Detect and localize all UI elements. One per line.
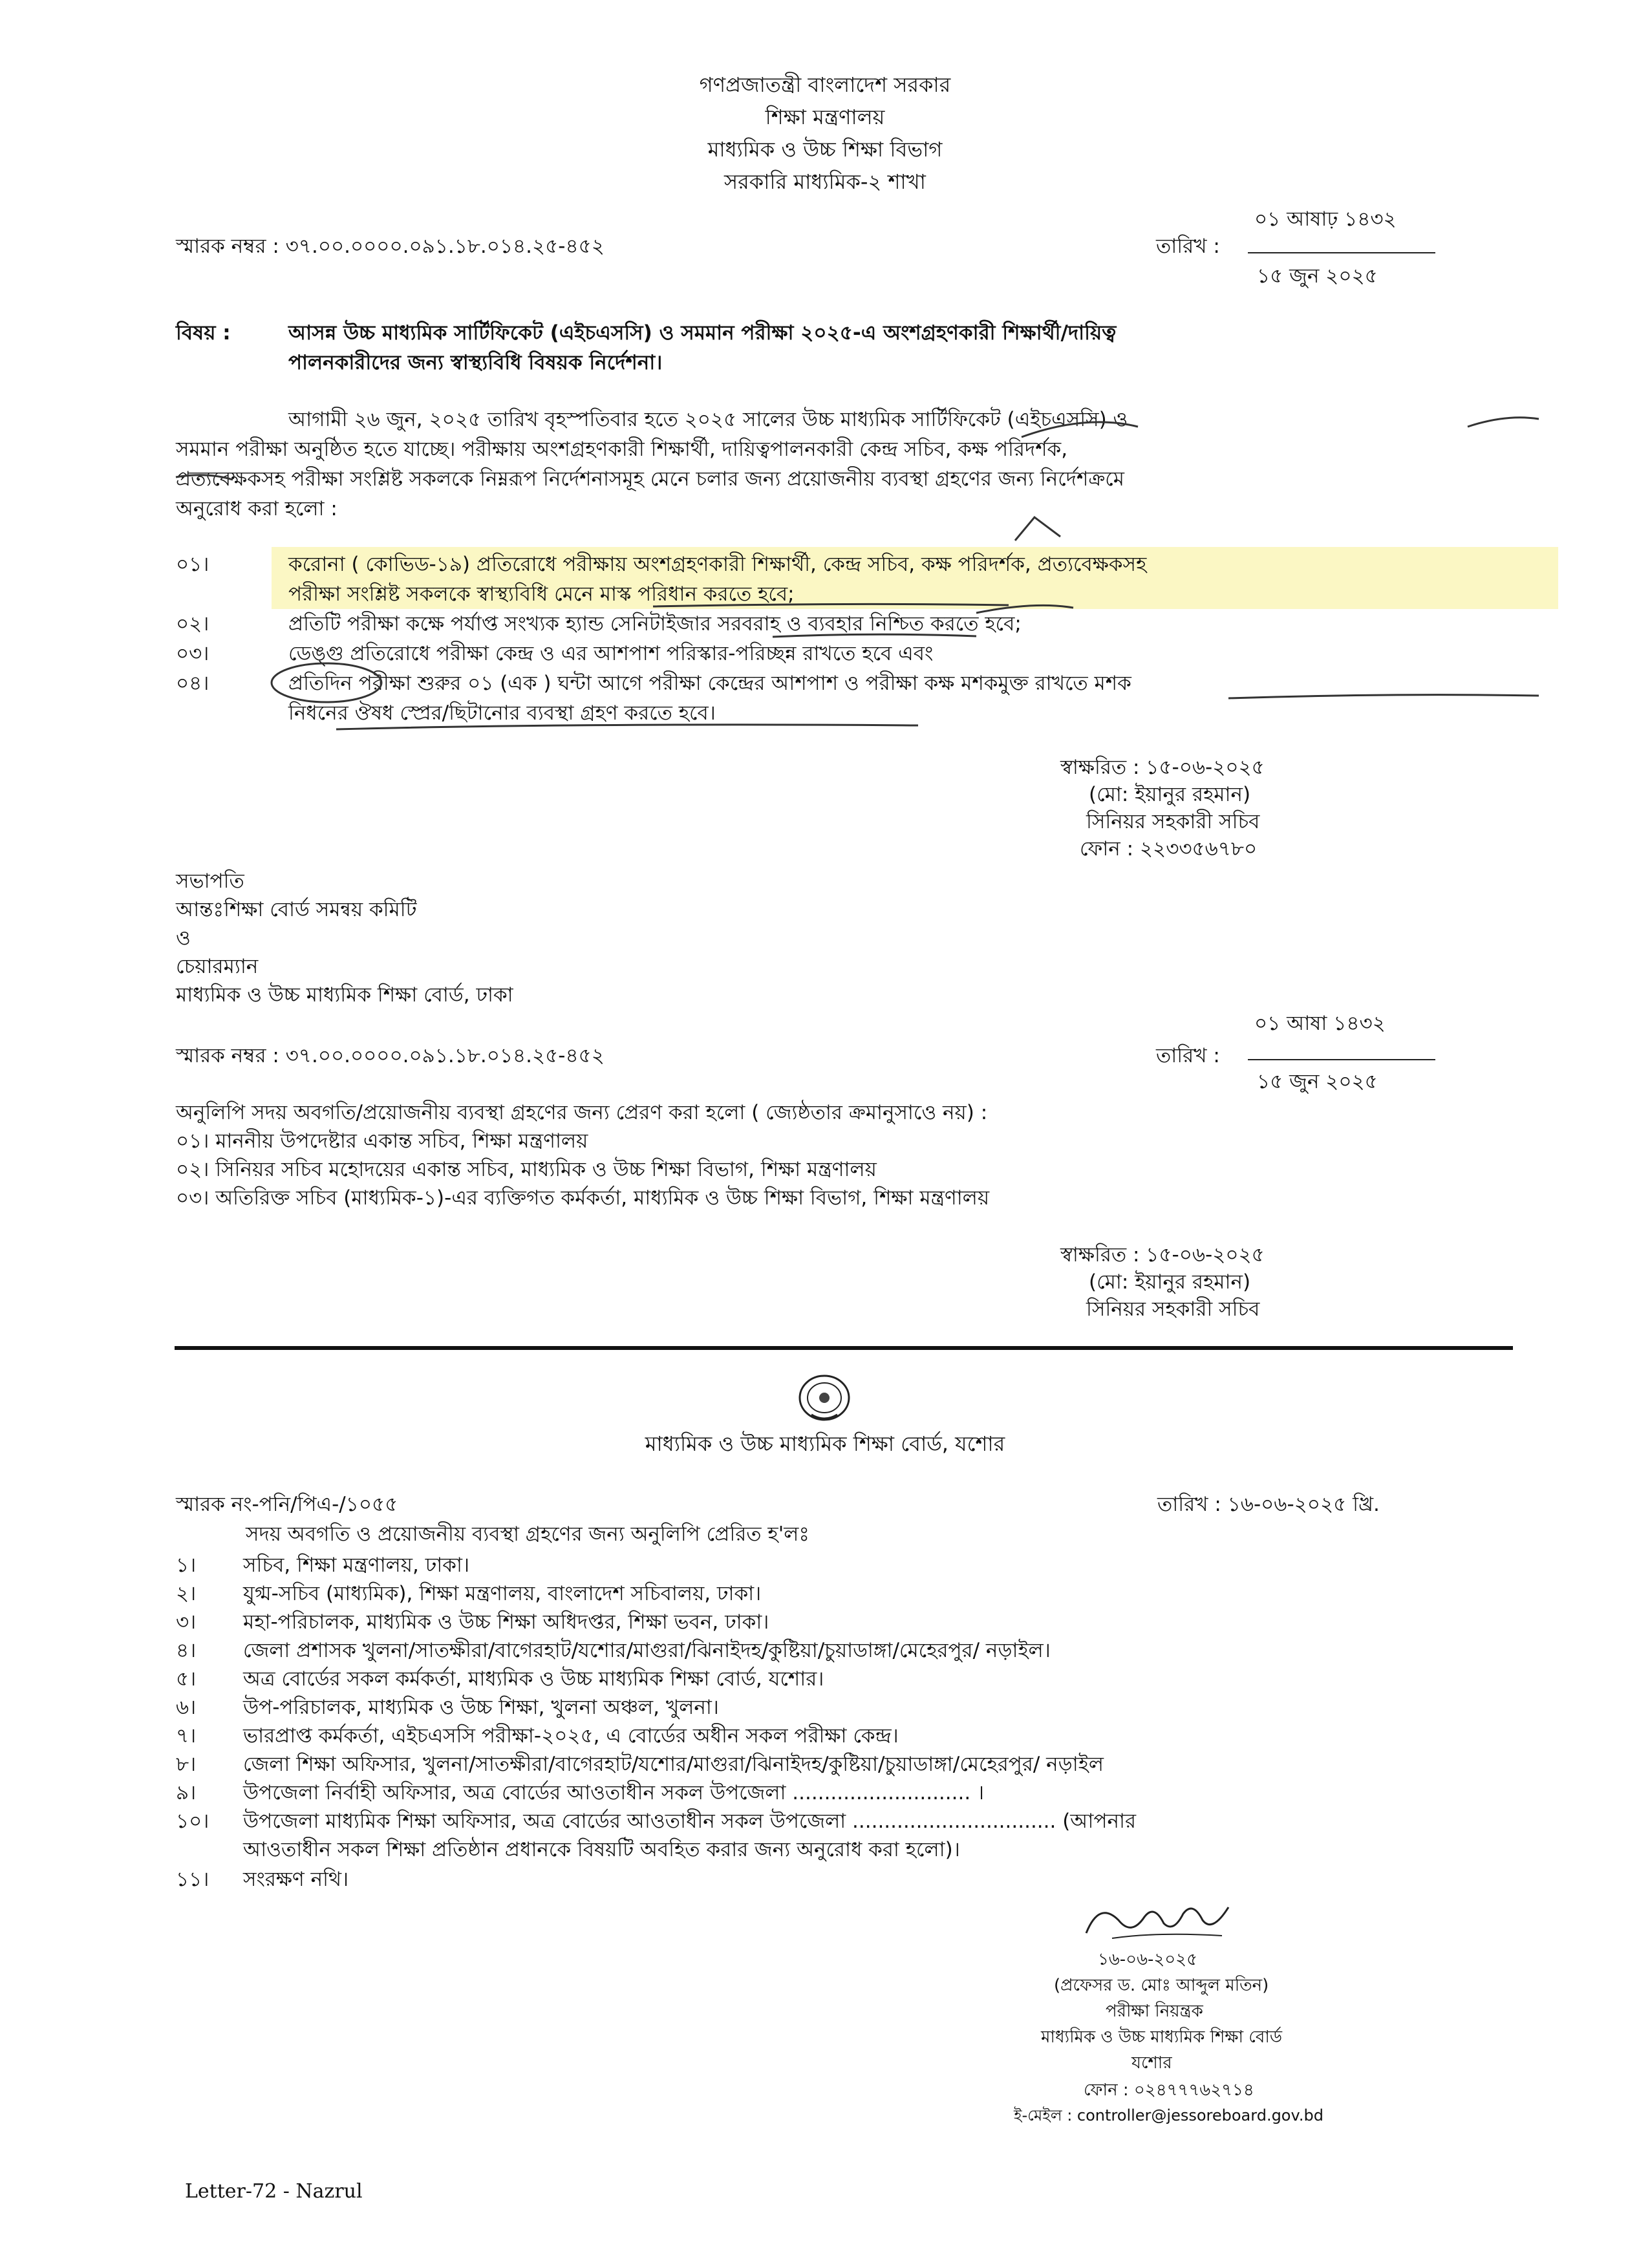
- date-label: তারিখ :: [1156, 1044, 1220, 1067]
- list-item: জেলা প্রশাসক খুলনা/সাতক্ষীরা/বাগেরহাট/যশোর/মাগুরা/ঝিনাইদহ/কুষ্টিয়া/চুয়াডাঙ্গা/মেহেরপুর/ নড়াইল।: [243, 1639, 1051, 1662]
- list-number: ৭।: [176, 1724, 197, 1748]
- section-divider: [175, 1346, 1513, 1350]
- signed-date: স্বাক্ষরিত : ১৫-০৬-২০২৫: [1060, 756, 1265, 779]
- list-item: উপজেলা নির্বাহী অফিসার, অত্র বোর্ডের আওতাধীন সকল উপজেলা ............................ ।: [243, 1781, 985, 1804]
- body-line-1: আগামী ২৬ জুন, ২০২৫ তারিখ বৃহস্পতিবার হতে ২০২৫ সালের উচ্চ মাধ্যমিক সার্টিফিকেট (এইচএসসি) ও: [288, 408, 1128, 431]
- signature-date: ১৬-০৬-২০২৫: [1098, 1950, 1197, 1969]
- signatory-phone: ফোন : ২২৩৩৫৬৭৮০: [1080, 837, 1258, 861]
- list-number: ১।: [176, 1554, 197, 1577]
- list-item: জেলা শিক্ষা অফিসার, খুলনা/সাতক্ষীরা/বাগেরহাট/যশোর/মাগুরা/ঝিনাইদহ/কুষ্টিয়া/চুয়াডাঙ্গা/মেহেরপুর/ নড়াইল: [243, 1753, 1104, 1776]
- section-title: সরকারি মাধ্যমিক-২ শাখা: [724, 169, 926, 194]
- instruction-text: ডেঙ্গু প্রতিরোধে পরীক্ষা কেন্দ্র ও এর আশপাশ পরিস্কার-পরিচ্ছন্ন রাখতে হবে এবং: [288, 642, 934, 665]
- body-line-3: প্রত্যবেক্ষকসহ পরীক্ষা সংশ্লিষ্ট সকলকে নিম্নরূপ নির্দেশনাসমূহ মেনে চলার জন্য প্রয়োজনীয় ব্যবস্থা গ্রহণের জন্য নির্দেশক্রমে: [176, 467, 1124, 491]
- signatory-name: (মো: ইয়ানুর রহমান): [1089, 1270, 1251, 1294]
- list-item: উপজেলা মাধ্যমিক শিক্ষা অফিসার, অত্র বোর্ডের আওতাধীন সকল উপজেলা ................................ (আপনার: [243, 1810, 1137, 1833]
- instruction-number: ০১।: [176, 553, 209, 576]
- subject-line-1: আসন্ন উচ্চ মাধ্যমিক সার্টিফিকেট (এইচএসসি) ও সমমান পরীক্ষা ২০২৫-এ অংশগ্রহণকারী শিক্ষার্থী/দায়িত্ব: [288, 321, 1117, 345]
- controller-designation: পরীক্ষা নিয়ন্ত্রক: [1106, 2002, 1203, 2021]
- recipient-line: মাধ্যমিক ও উচ্চ মাধ্যমিক শিক্ষা বোর্ড, ঢাকা: [176, 983, 513, 1007]
- board-date: তারিখ : ১৬-০৬-২০২৫ খ্রি.: [1157, 1493, 1380, 1516]
- instruction-text: করোনা ( কোভিড-১৯) প্রতিরোধে পরীক্ষায় অংশগ্রহণকারী শিক্ষার্থী, কেন্দ্র সচিব, কক্ষ পরিদর্শক, প্রত্যবেক্ষকসহ: [288, 553, 1147, 576]
- list-number: ৪।: [176, 1639, 197, 1662]
- board-seal-icon: [795, 1371, 853, 1422]
- date-divider: [1248, 1059, 1435, 1060]
- list-number: ২।: [176, 1582, 197, 1605]
- copy-item: ০১। মাননীয় উপদেষ্টার একান্ত সচিব, শিক্ষা মন্ত্রণালয়: [176, 1129, 588, 1153]
- copy-intro: অনুলিপি সদয় অবগতি/প্রয়োজনীয় ব্যবস্থা গ্রহণের জন্য প্রেরণ করা হলো ( জ্যেষ্ঠতার ক্রমানুসাওে নয়) :: [176, 1101, 988, 1124]
- instruction-text: প্রতিদিন পরীক্ষা শুরুর ০১ (এক ) ঘন্টা আগে পরীক্ষা কেন্দ্রের আশপাশ ও পরীক্ষা কক্ষ মশকমুক্ত রাখতে মশক: [288, 672, 1131, 695]
- list-number: ১০।: [176, 1810, 209, 1833]
- pen-annotations: [0, 0, 1650, 776]
- date-bangla: ০১ আষাঢ় ১৪৩২: [1254, 208, 1397, 231]
- list-item: ভারপ্রাপ্ত কর্মকর্তা, এইচএসসি পরীক্ষা-২০২৫, এ বোর্ডের অধীন সকল পরীক্ষা কেন্দ্র।: [243, 1724, 899, 1748]
- recipient-line: আন্তঃশিক্ষা বোর্ড সমন্বয় কমিটি: [176, 898, 417, 921]
- list-number: ৩।: [176, 1610, 197, 1634]
- list-item: যুগ্ম-সচিব (মাধ্যমিক), শিক্ষা মন্ত্রণালয়, বাংলাদেশ সচিবালয়, ঢাকা।: [243, 1582, 762, 1605]
- instruction-text: প্রতিটি পরীক্ষা কক্ষে পর্যাপ্ত সংখ্যক হ্যান্ড সেনিটাইজার সরবরাহ ও ব্যবহার নিশ্চিত করতে হবে;: [288, 612, 1022, 636]
- list-number: ৬।: [176, 1696, 197, 1719]
- controller-name: (প্রফেসর ড. মোঃ আব্দুল মতিন): [1054, 1976, 1269, 1995]
- copy-item: ০৩। অতিরিক্ত সচিব (মাধ্যমিক-১)-এর ব্যক্তিগত কর্মকর্তা, মাধ্যমিক ও উচ্চ শিক্ষা বিভাগ, শিক্ষা মন্ত্রণালয়: [176, 1186, 990, 1210]
- body-line-2: সমমান পরীক্ষা অনুষ্ঠিত হতে যাচ্ছে। পরীক্ষায় অংশগ্রহণকারী শিক্ষার্থী, দায়িত্বপালনকারী কেন্দ্র সচিব, কক্ষ পরিদর্শক,: [176, 438, 1068, 461]
- body-line-4: অনুরোধ করা হলো :: [176, 497, 338, 520]
- list-number: ৮।: [176, 1753, 197, 1776]
- controller-email: ই-মেইল : controller@jessoreboard.gov.bd: [1014, 2106, 1323, 2124]
- subject-line-2: পালনকারীদের জন্য স্বাস্থ্যবিধি বিষয়ক নির্দেশনা।: [288, 351, 663, 374]
- board-reference: স্মারক নং-পনি/পিএ-/১০৫৫: [176, 1493, 398, 1516]
- list-item: মহা-পরিচালক, মাধ্যমিক ও উচ্চ শিক্ষা অধিদপ্তর, শিক্ষা ভবন, ঢাকা।: [243, 1610, 769, 1634]
- memo-reference: স্মারক নম্বর : ৩৭.০০.০০০০.০৯১.১৮.০১৪.২৫-৪৫২: [176, 235, 605, 258]
- list-item: সংরক্ষণ নথি।: [243, 1868, 349, 1891]
- copy-item: ০২। সিনিয়র সচিব মহোদয়ের একান্ত সচিব, মাধ্যমিক ও উচ্চ শিক্ষা বিভাগ, শিক্ষা মন্ত্রণালয়: [176, 1158, 877, 1181]
- instruction-number: ০৩।: [176, 642, 209, 665]
- footer-note: Letter-72 - Nazrul: [185, 2180, 363, 2203]
- controller-board: মাধ্যমিক ও উচ্চ মাধ্যমিক শিক্ষা বোর্ড: [1041, 2027, 1283, 2047]
- date-english: ১৫ জুন ২০২৫: [1257, 264, 1378, 288]
- instruction-text: নিধনের ঔষধ স্প্রের/ছিটানোর ব্যবস্থা গ্রহণ করতে হবে।: [288, 701, 716, 725]
- handwritten-signature: [1073, 1888, 1241, 1946]
- recipient-line: চেয়ারম্যান: [176, 955, 259, 978]
- signatory-designation: সিনিয়র সহকারী সচিব: [1086, 1298, 1260, 1321]
- subject-label: বিষয় :: [176, 321, 231, 345]
- controller-phone: ফোন : ০২৪৭৭৭৬২৭১৪: [1084, 2081, 1254, 2100]
- date-label: তারিখ :: [1156, 235, 1220, 258]
- list-number: ৯।: [176, 1781, 197, 1804]
- memo-reference: স্মারক নম্বর : ৩৭.০০.০০০০.০৯১.১৮.০১৪.২৫-৪৫২: [176, 1044, 605, 1067]
- signatory-designation: সিনিয়র সহকারী সচিব: [1086, 810, 1260, 833]
- recipient-line: সভাপতি: [176, 870, 244, 893]
- board-copy-intro: সদয় অবগতি ও প্রয়োজনীয় ব্যবস্থা গ্রহণের জন্য অনুলিপি প্রেরিত হ'লঃ: [246, 1523, 809, 1546]
- govt-title: গণপ্রজাতন্ত্রী বাংলাদেশ সরকার: [699, 72, 951, 97]
- recipient-line: ও: [176, 926, 191, 950]
- instruction-number: ০৪।: [176, 672, 209, 695]
- list-item: উপ-পরিচালক, মাধ্যমিক ও উচ্চ শিক্ষা, খুলনা অঞ্চল, খুলনা।: [243, 1696, 719, 1719]
- board-name: মাধ্যমিক ও উচ্চ মাধ্যমিক শিক্ষা বোর্ড, যশোর: [645, 1431, 1005, 1456]
- instruction-text: পরীক্ষা সংশ্লিষ্ট সকলকে স্বাস্থ্যবিধি মেনে মাস্ক পরিধান করতে হবে;: [288, 583, 795, 606]
- ministry-title: শিক্ষা মন্ত্রণালয়: [765, 105, 885, 129]
- date-bangla: ০১ আষা ১৪৩২: [1254, 1012, 1386, 1035]
- controller-city: যশোর: [1131, 2053, 1172, 2073]
- date-english: ১৫ জুন ২০২৫: [1257, 1070, 1378, 1093]
- division-title: মাধ্যমিক ও উচ্চ শিক্ষা বিভাগ: [707, 137, 943, 162]
- list-number: ৫।: [176, 1667, 197, 1691]
- signatory-name: (মো: ইয়ানুর রহমান): [1089, 783, 1251, 806]
- instruction-number: ০২।: [176, 612, 209, 636]
- list-item-continued: আওতাধীন সকল শিক্ষা প্রতিষ্ঠান প্রধানকে বিষয়টি অবহিত করার জন্য অনুরোধ করা হলো)।: [243, 1838, 960, 1861]
- list-number: ১১।: [176, 1868, 209, 1891]
- list-item: সচিব, শিক্ষা মন্ত্রণালয়, ঢাকা।: [243, 1554, 470, 1577]
- signed-date: স্বাক্ষরিত : ১৫-০৬-২০২৫: [1060, 1243, 1265, 1267]
- list-item: অত্র বোর্ডের সকল কর্মকর্তা, মাধ্যমিক ও উচ্চ মাধ্যমিক শিক্ষা বোর্ড, যশোর।: [243, 1667, 824, 1691]
